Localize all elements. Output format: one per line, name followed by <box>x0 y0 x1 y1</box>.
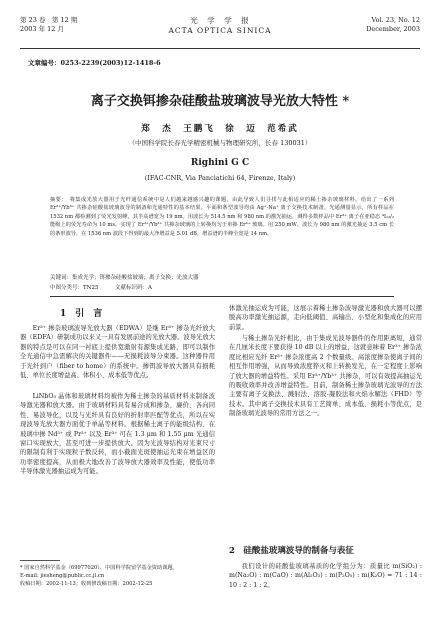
affiliation-en: (IFAC-CNR, Via Panciatichi 64, Firenze, Italy) <box>144 174 296 182</box>
classification: 中图分类号：TN25 文献标识码：A <box>50 285 152 291</box>
footnote-fund: * 国家自然科学基金（69977020）、中国科学院留学基金资助课题。 <box>20 565 178 571</box>
right-paragraph-3: 我们设计的硅酸盐玻璃基质的化学组分为：质量比 m(SiO₂) : m(Na₂O) : m(CaO) : m(Al₂O₃) : m(P₂O₅) : m(K₂O) = 71 : 14 : 10 : 2 : 1 : 2。 <box>229 563 422 589</box>
paper-title: 离子交换铒掺杂硅酸盐玻璃波导光放大特性 * <box>90 94 350 109</box>
right-paragraph-1: 体激光抽运成为可能，这展示着稀土掺杂波导激光器和放大器可以摆脱高功率激光抽运源，走向低阈值、高输出、小型化和集成化的应用前景。 <box>229 305 422 331</box>
section-1-heading: 1 引 言 <box>60 309 103 319</box>
keywords: 关键词：集成光学；铒掺杂硅酸盐玻璃；离子交换；光放大器 <box>50 275 199 281</box>
abstract-rule <box>50 296 394 297</box>
right-paragraph-2: 与稀土掺杂光纤相比，由于集成光波导器件的作用距离短，通常在几厘米长度下要获得 10 dB 以上的增益，这就意味着 Er³⁺ 掺杂浓度比相应光纤 Er³⁺ 掺杂浓度高 2 个数量级。高浓度掺杂使离子间的相互作用增强，从而导致浓度猝灭和上转换发光，在一定程度上影响了放大器的增益特性。采用 Er³⁺/Yb³⁺ 共掺杂，可以有效提高抽运光的吸收效率并改善增益特性。目前，制备稀土掺杂玻璃光波导的方法主要有离子交换法、溅射法、溶胶-凝胶法和火焰水解法（FHD）等技术。其中离子交换技术具有工艺简单、成本低、损耗小等优点，是制备玻璃光波导的常用方法之一。 <box>229 335 422 418</box>
footnotes <box>20 556 215 588</box>
affiliation-cn: （中国科学院长春光学精密机械与物理研究所，长春 130031） <box>128 139 312 147</box>
author-en: Righini G C <box>190 158 250 168</box>
header-volume-cn: 第 23 卷 第 12 期 <box>20 16 78 24</box>
footnote-rule <box>20 556 215 564</box>
abstract: 摘要： 将集成光放大器用于光纤通信系统中是人们越来越感兴趣的课题，由此导致人们寻找与此相适应的稀土掺杂玻璃材料。给出了一系列 Er³⁺/Yb³⁺ 共掺杂硅酸盐玻璃波导的制备和光通特性的基本结果。平面和条型波导均由 Ag⁺-Na⁺ 离子交换技术制备。光通测量显示，所有样品在 1532 nm 都检测到了荧光发射峰，其半高谱宽为 19 nm。用波长为 514.5 nm 和 980 nm 的激光抽运，测得多数样品中 Er³⁺ 离子在亚稳态 ⁴I₁₃/₂ 能级上的荧光寿命为 10 ms。实现了 Er³⁺/Yb³⁺ 共掺杂玻璃的上转换均匀于单掺 Er³⁺ 玻璃。用 250 mW、波长为 980 nm 的激光抽运 3.5 cm 长的条形波导，在 1536 nm 波段下得到的最大净增益是 5.01 dB，增益谱的半峰全宽是 14 nm。 <box>50 197 394 237</box>
intro-paragraph-2: LiNbO₃ 晶体和玻璃材料均被作为稀土掺杂的基质材料来制备波导激光器和放大器。由于玻璃材料具有易合成和掺杂、廉价、各向同性、易波导化，以及与光纤具有良好的折射率匹配等优点，所以在实现波导光放大器方面优于单晶等材料。根据稀土离子的能级结构，在玻璃中掺 Nd³⁺ 或 Pr³⁺ 以及 Er³⁺ 可在 1.3 μm 和 1.55 μm 光通信窗口实现放大，甚至可进一步提供放大。因为光波导结构对光束尺寸的限制有利于实现粒子数反转，而小截面光斑使抽运光束在增益区的功率密度提高，从而极大地改善了波导放大器效率及性能，使低功率半导体激光器抽运成为可能。 <box>20 393 215 476</box>
section-2-heading: 2 硅酸盐玻璃波导的制备与表征 <box>229 546 354 556</box>
footnote-email: E-mail: jiesheng@public.cc.jl.cn <box>20 573 105 579</box>
journal-title-cn: 光 学 学 报 <box>190 16 250 25</box>
journal-title-en: ACTA OPTICA SINICA <box>168 26 272 35</box>
footnote-received: 收稿日期：2002-11-13；收到修改稿日期：2002-12-25 <box>20 581 153 587</box>
header-date-cn: 2003 年 12 月 <box>20 25 65 33</box>
authors-cn: 郑 杰 王鹏飞 徐 迈 范希武 <box>141 124 299 134</box>
header-date-en: December, 2003 <box>366 25 420 33</box>
running-header <box>20 16 420 46</box>
header-rule <box>20 48 420 49</box>
intro-paragraph-1: Er³⁺ 掺杂玻璃波导光放大器（EDWA）是继 Er³⁺ 掺杂光纤放大器（EDFA）研制成功以来又一具有发展前途的光放大器。波导光放大器的特点是可以在同一衬底上提供宽激射有源集成光路，即可以制作全光通信中急需解决的关键器件——无损耗波导分束器。这种器件用于光纤到户（fiber to home）的系统中。掺铒波导放大器具有损耗低、单位长度增益高、体积小、成本低等优点。 <box>20 325 215 380</box>
header-volume-en: Vol. 23, No. 12 <box>371 16 420 24</box>
header-right <box>366 16 420 34</box>
article-id: 文章编号：0253-2239(2003)12-1418-6 <box>28 59 161 67</box>
header-center <box>20 16 420 36</box>
